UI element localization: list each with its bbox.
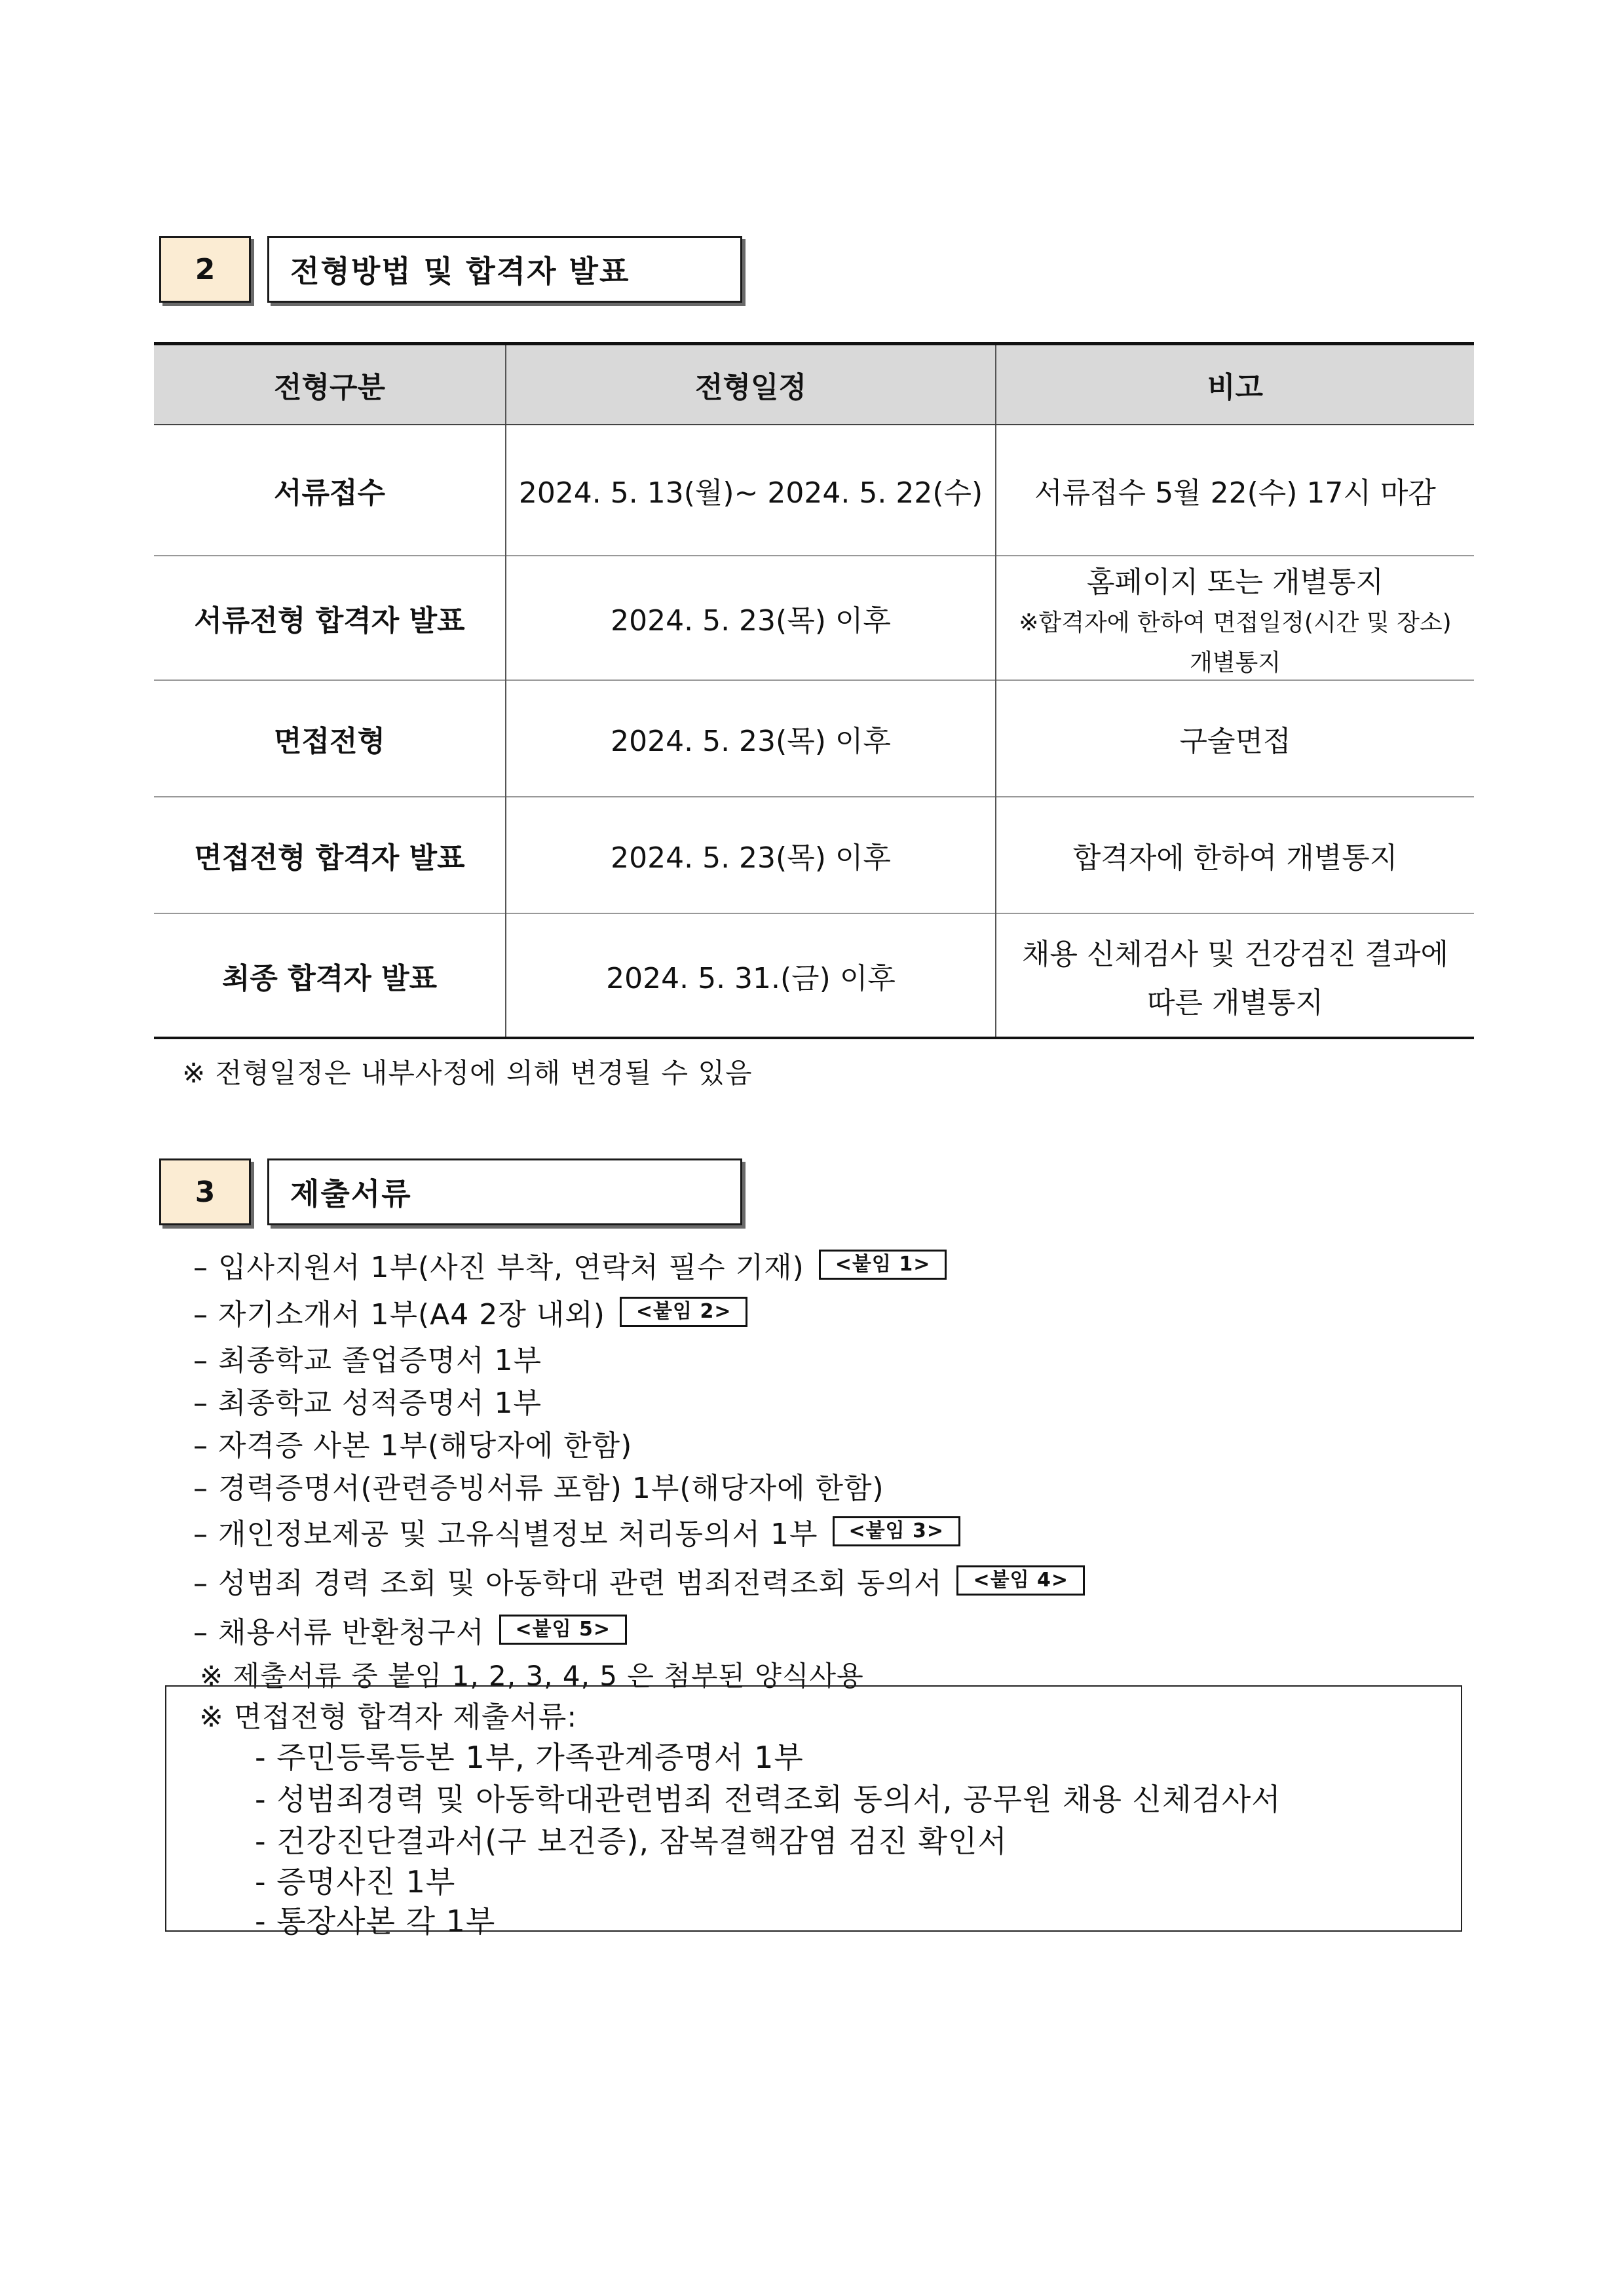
item-text: – 경력증명서(관련증빙서류 포함) 1부(해당자에 한함) (193, 1472, 884, 1505)
section-number: 2 (159, 236, 251, 303)
attachment-tag: <붙임 3> (833, 1516, 961, 1546)
item-text: – 최종학교 성적증명서 1부 (193, 1387, 542, 1420)
row-remark: 합격자에 한하여 개별통지 (996, 797, 1474, 913)
item-text: – 성범죄 경력 조회 및 아동학대 관련 범죄전력조회 동의서 (193, 1567, 943, 1600)
row-category: 서류전형 합격자 발표 (154, 556, 506, 680)
item-text: – 채용서류 반환청구서 (193, 1616, 485, 1649)
attachment-tag: <붙임 5> (499, 1615, 628, 1645)
row-remark (996, 913, 1474, 1038)
list-item (193, 1609, 627, 1651)
row-remark: 구술면접 (996, 680, 1474, 797)
box-title: ※ 면접전형 합격자 제출서류: (199, 1700, 578, 1734)
remark-sub: ※합격자에 한하여 면접일정(시간 및 장소) (1019, 609, 1452, 636)
item-text: – 최종학교 졸업증명서 1부 (193, 1344, 542, 1377)
box-line: - 성범죄경력 및 아동학대관련범죄 전력조회 동의서, 공무원 채용 신체검사서 (255, 1782, 1281, 1817)
interview-documents-box (165, 1685, 1462, 1939)
item-text: – 자기소개서 1부(A4 2장 내외) (193, 1298, 605, 1331)
row-remark (996, 556, 1474, 680)
remark-main: 채용 신체검사 및 건강검진 결과에 (1022, 937, 1448, 971)
section-title: 전형방법 및 합격자 발표 (267, 236, 742, 303)
list-item (193, 1291, 747, 1333)
attachment-note: ※ 제출서류 중 붙임 1, 2, 3, 4, 5 은 첨부된 양식사용 (200, 1660, 864, 1692)
row-schedule: 2024. 5. 23(목) 이후 (506, 797, 996, 913)
table-row (154, 913, 1474, 1038)
section-number: 3 (159, 1158, 251, 1225)
list-item (193, 1422, 632, 1464)
attachment-tag: <붙임 1> (819, 1250, 947, 1280)
header-schedule: 전형일정 (506, 344, 996, 425)
remark-tail: 개별통지 (1189, 649, 1281, 676)
row-category: 면접전형 합격자 발표 (154, 797, 506, 913)
table-row (154, 797, 1474, 913)
list-item (193, 1379, 542, 1421)
list-item (193, 1510, 960, 1552)
list-item (193, 1464, 884, 1506)
box-line: - 증명사진 1부 (255, 1864, 456, 1900)
row-category: 서류접수 (154, 425, 506, 556)
row-schedule: 2024. 5. 23(목) 이후 (506, 680, 996, 797)
schedule-table (154, 342, 1474, 1039)
table-row (154, 425, 1474, 556)
item-text: – 자격증 사본 1부(해당자에 한함) (193, 1429, 633, 1463)
row-category: 최종 합격자 발표 (154, 913, 506, 1038)
schedule-note: ※ 전형일정은 내부사정에 의해 변경될 수 있음 (182, 1057, 753, 1089)
table-header-row (154, 344, 1474, 425)
header-remark: 비고 (996, 344, 1474, 425)
item-text: – 개인정보제공 및 고유식별정보 처리동의서 1부 (193, 1518, 818, 1551)
box-line: - 주민등록등본 1부, 가족관계증명서 1부 (255, 1740, 804, 1775)
box-line: - 통장사본 각 1부 (255, 1904, 496, 1939)
list-item (193, 1559, 1085, 1601)
remark-main: 홈페이지 또는 개별통지 (1086, 565, 1384, 599)
list-item (193, 1244, 947, 1286)
box-line: - 건강진단결과서(구 보건증), 잠복결핵감염 검진 확인서 (255, 1824, 1008, 1859)
row-schedule: 2024. 5. 23(목) 이후 (506, 556, 996, 680)
row-schedule: 2024. 5. 31.(금) 이후 (506, 913, 996, 1038)
table-row (154, 556, 1474, 680)
header-category: 전형구분 (154, 344, 506, 425)
attachment-tag: <붙임 4> (956, 1565, 1085, 1596)
item-text: – 입사지원서 1부(사진 부착, 연락처 필수 기재) (193, 1251, 804, 1284)
row-remark: 서류접수 5월 22(수) 17시 마감 (996, 425, 1474, 556)
section-title: 제출서류 (267, 1158, 742, 1225)
row-schedule: 2024. 5. 13(월)~ 2024. 5. 22(수) (506, 425, 996, 556)
list-item (193, 1337, 542, 1379)
row-category: 면접전형 (154, 680, 506, 797)
attachment-tag: <붙임 2> (620, 1297, 748, 1327)
remark-tail: 따른 개별통지 (1146, 985, 1323, 1020)
table-row (154, 680, 1474, 797)
